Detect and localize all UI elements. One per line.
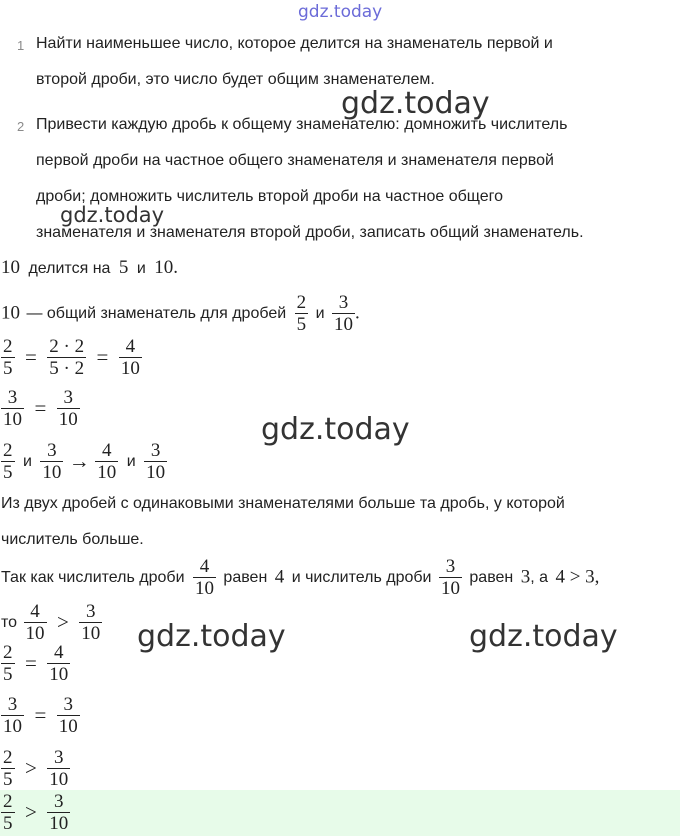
text-fragment: — общий знаменатель для дробей <box>26 304 287 322</box>
text-fragment: то <box>1 613 18 631</box>
step-text-line: первой дроби на частное общего знаменателя и знаменателя первой <box>36 152 554 169</box>
text-fragment: и <box>136 259 146 277</box>
fraction: $\frac{2 \cdot 2}{5 \cdot 2}$ <box>49 336 85 379</box>
math-operator: = <box>96 345 109 369</box>
fraction: $\frac{3}{10}$ <box>49 791 69 834</box>
fraction: $\frac{4}{10}$ <box>25 601 45 644</box>
answer-highlight <box>0 790 680 836</box>
math-operator: = <box>24 345 37 369</box>
watermark: gdz.today <box>341 86 490 121</box>
step-number: 2 <box>17 119 25 134</box>
math-punctuation: . <box>354 302 360 324</box>
math-number: 5 <box>118 257 129 278</box>
step-text-line: Найти наименьшее число, которое делится на знаменатель первой и <box>36 35 553 52</box>
math-number: 10 <box>154 257 174 278</box>
math-operator: > <box>24 800 37 824</box>
math-operator: = <box>34 703 47 727</box>
math-operator: > <box>56 610 69 634</box>
fraction: $\frac{3}{10}$ <box>58 694 78 737</box>
text-fragment: , а <box>530 568 548 586</box>
fraction: $\frac{3}{10}$ <box>440 556 460 599</box>
fraction: $\frac{3}{10}$ <box>146 440 166 483</box>
watermark-top: gdz.today <box>298 2 383 22</box>
text-fragment: Так как числитель дроби <box>1 568 185 586</box>
math-number: 10 <box>1 302 20 324</box>
fraction: $\frac{3}{10}$ <box>3 387 22 430</box>
math-inequality: 4 > 3 <box>555 566 595 588</box>
result-inequality <box>1 747 70 790</box>
step-text-line: знаменателя и знаменателя второй дроби, записать общий знаменатель. <box>36 224 584 241</box>
math-operator: = <box>24 651 37 675</box>
fraction: $\frac{2}{5}$ <box>3 747 13 790</box>
step-text-line: Привести каждую дробь к общему знаменателю: домножить числитель <box>36 116 568 133</box>
fraction: $\frac{2}{5}$ <box>3 440 13 483</box>
text-fragment: равен <box>469 568 514 586</box>
text-fragment: делится на <box>28 259 111 277</box>
fraction: $\frac{3}{10}$ <box>42 440 62 483</box>
result-equation <box>1 694 80 737</box>
fraction: $\frac{2}{5}$ <box>296 292 307 335</box>
step-text-line: дроби; домножить числитель второй дроби на частное общего <box>36 188 504 205</box>
math-operator: > <box>24 756 37 780</box>
math-punctuation: . <box>173 257 178 278</box>
text-fragment: и числитель дроби <box>291 568 432 586</box>
arrow-icon: → <box>68 449 90 473</box>
math-number: 10 <box>1 257 20 278</box>
rule-text-line: числитель больше. <box>1 531 144 548</box>
fraction: $\frac{2}{5}$ <box>3 336 13 379</box>
fraction: $\frac{3}{10}$ <box>58 387 78 430</box>
rule-text-line: Из двух дробей с одинаковыми знаменателями больше та дробь, у которой <box>1 495 565 512</box>
equation-first-fraction <box>1 336 142 379</box>
watermark: gdz.today <box>469 619 618 654</box>
watermark: gdz.today <box>137 619 286 654</box>
text-fragment: и <box>315 304 325 322</box>
fraction: $\frac{2}{5}$ <box>3 791 13 834</box>
watermark: gdz.today <box>261 412 410 447</box>
fraction: $\frac{4}{10}$ <box>120 336 140 379</box>
solution-line-common-denominator <box>1 292 360 335</box>
fraction: $\frac{3}{10}$ <box>81 601 101 644</box>
math-number: 4 <box>274 566 285 588</box>
final-answer <box>1 791 70 834</box>
fraction: $\frac{3}{10}$ <box>49 747 69 790</box>
text-fragment: равен <box>223 568 268 586</box>
fraction: $\frac{4}{10}$ <box>97 440 117 483</box>
text-fragment: и <box>126 452 136 470</box>
fraction: $\frac{3}{10}$ <box>3 694 22 737</box>
step-number: 1 <box>17 38 25 53</box>
step-text-line: второй дроби, это число будет общим знаменателем. <box>36 71 435 88</box>
fraction: $\frac{4}{10}$ <box>194 556 214 599</box>
text-fragment: и <box>22 452 32 470</box>
math-operator: = <box>34 396 47 420</box>
fraction: $\frac{3}{10}$ <box>333 292 353 335</box>
math-number: 3 <box>520 566 531 588</box>
equation-second-fraction <box>1 387 80 430</box>
fraction: $\frac{4}{10}$ <box>49 642 69 685</box>
watermark: gdz.today <box>60 203 165 227</box>
equation-conversion <box>1 440 167 483</box>
comparison-result <box>1 601 102 644</box>
fraction: $\frac{2}{5}$ <box>3 642 13 685</box>
result-equation <box>1 642 70 685</box>
solution-line-divisibility <box>1 257 178 279</box>
math-punctuation: , <box>594 566 600 588</box>
comparison-reasoning <box>1 556 599 599</box>
